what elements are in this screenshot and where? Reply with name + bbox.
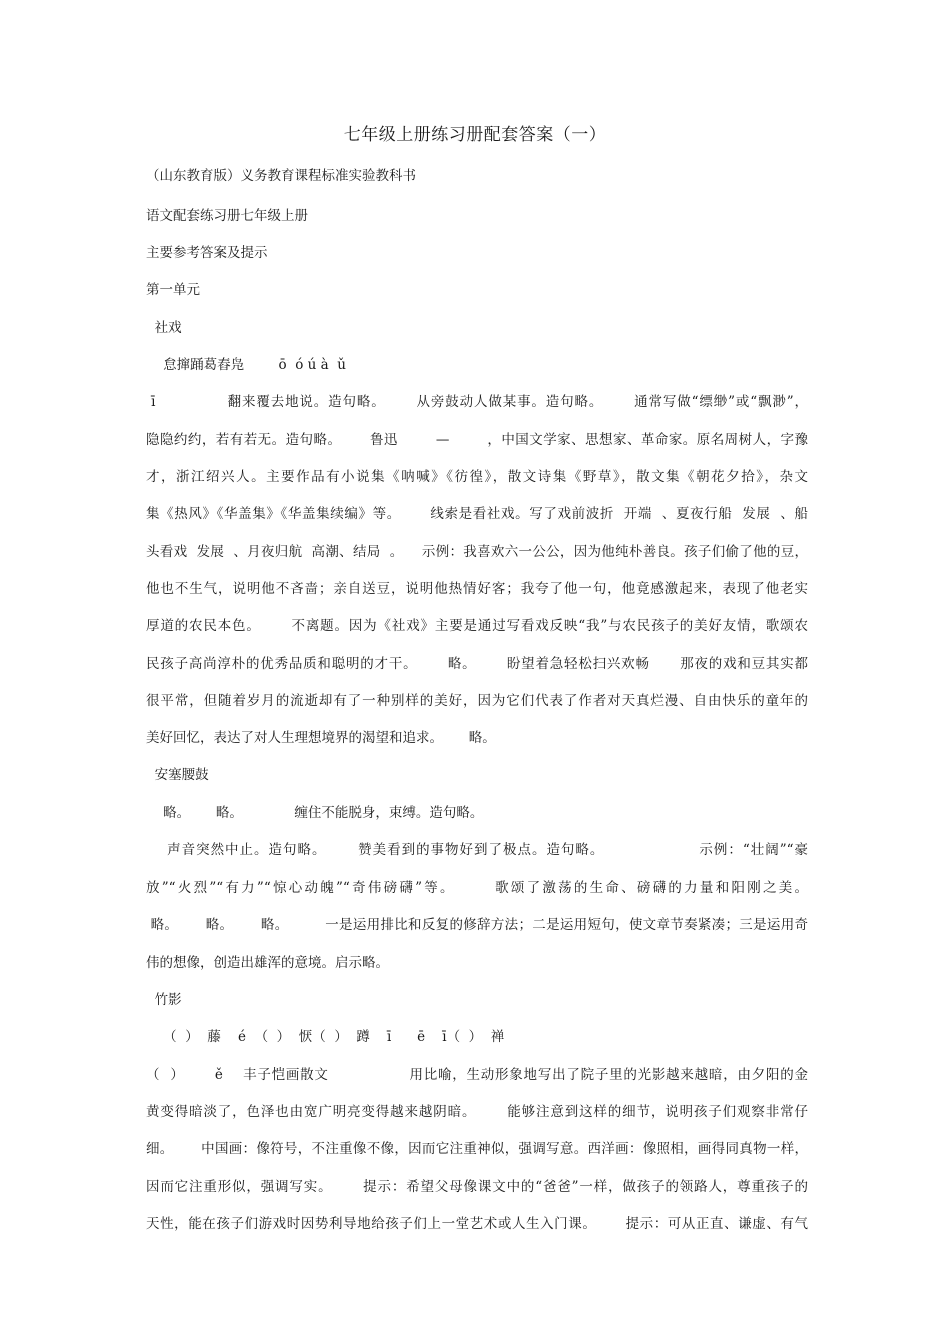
- body-line: 他也不生气，说明他不吝啬；亲自送豆，说明他热情好客；我夸了他一句，他竟感激起来，表现了他老实: [146, 581, 808, 597]
- body-line: 竹影: [146, 992, 182, 1008]
- body-line: 很平常，但随着岁月的流逝却有了一种别样的美好，因为它们代表了作者对天真烂漫、自由快乐的童年的: [146, 693, 808, 709]
- body-line: 放”“火烈”“有力”“惊心动魄”“奇伟磅礴”等。 歌颂了激荡的生命、磅礴的力量和阳刚之美。: [146, 880, 808, 896]
- body-line: 黄变得暗淡了，色泽也由宽广明亮变得越来越阴暗。 能够注意到这样的细节，说明孩子们观察非常仔: [146, 1104, 808, 1120]
- body-line: 天性，能在孩子们游戏时因势利导地给孩子们上一堂艺术或人生入门课。 提示：可从正直、谦虚、有气: [146, 1216, 808, 1232]
- body-line: 社戏: [146, 320, 182, 336]
- body-line: 声音突然中止。造句略。 赞美看到的事物好到了极点。造句略。 示例：“壮阔”“豪: [146, 842, 808, 858]
- body-line: 集《热风》《华盖集》《华盖集续编》等。 线索是看社戏。写了戏前波折 开端 、夏夜行船 发展 、船: [146, 506, 808, 522]
- body-line: 细。 中国画：像符号，不注重像不像，因而它注重神似，强调写意。西洋画：像照相，画得同真物一样，: [146, 1141, 808, 1157]
- body-line: 民孩子高尚淳朴的优秀品质和聪明的才干。 略。 盼望着急轻松扫兴欢畅 那夜的戏和豆其实都: [146, 656, 808, 672]
- body-line: 安塞腰鼓: [146, 767, 209, 783]
- body-line: 因而它注重形似，强调写实。 提示：希望父母像课文中的“爸爸”一样，做孩子的领路人，尊重孩子的: [146, 1179, 808, 1195]
- body-line: 厚道的农民本色。 不离题。因为《社戏》主要是通过写看戏反映“我”与农民孩子的美好友情，歌颂农: [146, 618, 808, 634]
- body-line: 美好回忆，表达了对人生理想境界的渴望和追求。 略。: [146, 730, 496, 746]
- document-title: 七年级上册练习册配套答案（一）: [343, 125, 607, 145]
- body-line: 隐隐约约，若有若无。造句略。 鲁迅 — ，中国文学家、思想家、革命家。原名周树人，字豫: [146, 432, 808, 448]
- body-line: 略。 略。 缠住不能脱身，束缚。造句略。: [146, 805, 484, 821]
- body-line: 伟的想像，创造出雄浑的意境。启示略。: [146, 955, 389, 971]
- body-line: （ ） ě 丰子恺画散文 用比喻，生动形象地写出了院子里的光影越来越暗，由夕阳的金: [146, 1067, 808, 1083]
- body-line: （山东教育版）义务教育课程标准实验教科书: [146, 168, 416, 184]
- body-line: 头看戏 发展 、月夜归航 高潮、结局 。 示例：我喜欢六一公公，因为他纯朴善良。孩子们偷了他的豆，: [146, 544, 808, 560]
- body-line: 才，浙江绍兴人。主要作品有小说集《呐喊》《彷徨》，散文诗集《野草》，散文集《朝花夕拾》，杂文: [146, 469, 808, 485]
- body-line: ī 翻来覆去地说。造句略。 从旁鼓动人做某事。造句略。 通常写做“缥缈”或“飘渺”，: [146, 394, 808, 410]
- body-line: 主要参考答案及提示: [146, 245, 268, 261]
- body-line: （ ） 藤 é （ ） 恹（ ） 蹲 ī ē ī（ ） 禅: [146, 1029, 505, 1045]
- body-line: 怠撺踊葛舂凫 ō ó ú à ǔ: [146, 357, 346, 373]
- body-line: 语文配套练习册七年级上册: [146, 208, 308, 224]
- body-line: 第一单元: [146, 282, 200, 298]
- body-line: 略。 略。 略。 一是运用排比和反复的修辞方法；二是运用短句，使文章节奏紧凑；三是运用奇: [146, 917, 808, 933]
